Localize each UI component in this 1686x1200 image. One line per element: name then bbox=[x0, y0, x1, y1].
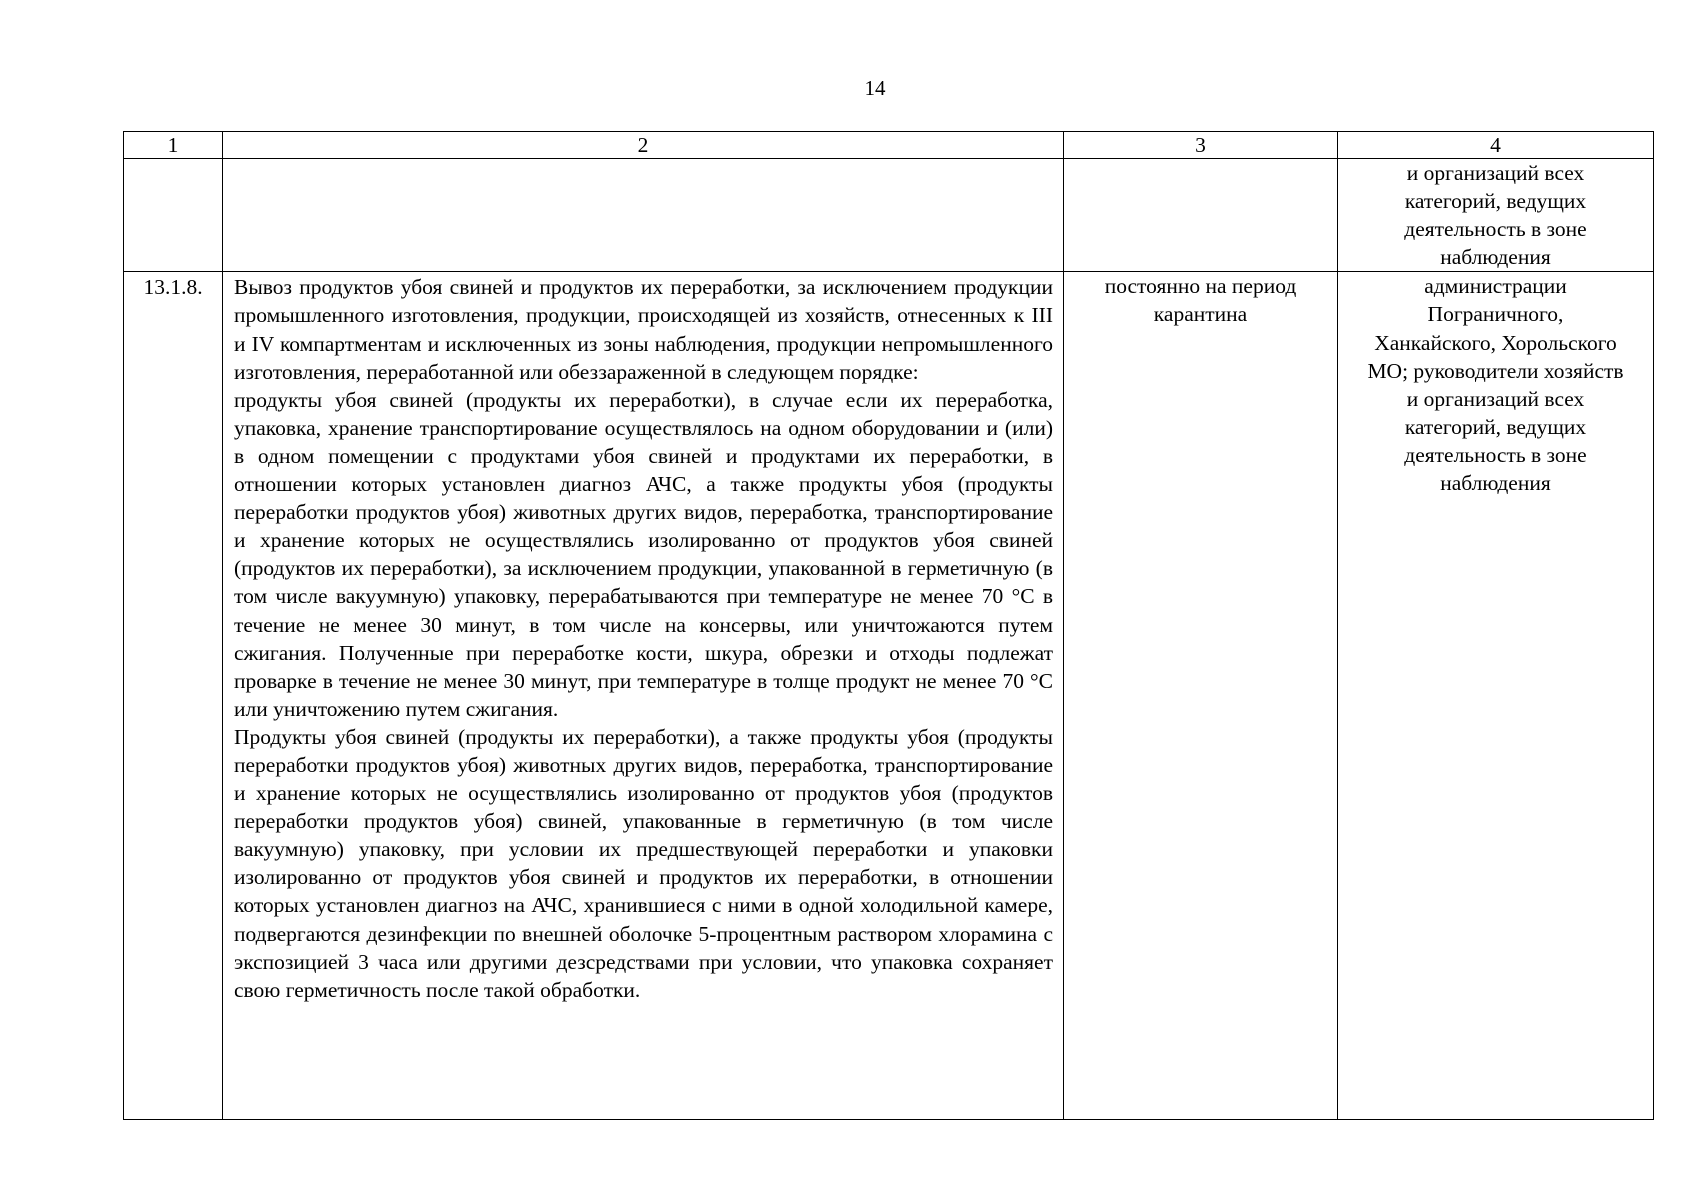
table-row-continued bbox=[124, 159, 1654, 272]
column-header-3: 3 bbox=[1064, 132, 1338, 159]
column-header-1: 1 bbox=[124, 132, 223, 159]
responsible-line: деятельность в зоне bbox=[1404, 442, 1587, 467]
responsible-line: и организаций всех bbox=[1406, 386, 1585, 411]
measures-table bbox=[123, 131, 1654, 1120]
responsible-line: наблюдения bbox=[1440, 471, 1551, 496]
responsible-line: администрации bbox=[1424, 274, 1567, 299]
item-number-cell bbox=[124, 159, 223, 272]
column-header-4: 4 bbox=[1338, 132, 1654, 159]
responsible-line: наблюдения bbox=[1440, 245, 1551, 270]
term-line: постоянно на период bbox=[1104, 274, 1297, 299]
responsible-line: Ханкайского, Хорольского bbox=[1374, 330, 1617, 355]
responsible-line: категорий, ведущих bbox=[1404, 414, 1587, 439]
responsible-cell bbox=[1338, 159, 1654, 272]
term-line: карантина bbox=[1153, 302, 1248, 327]
measure-cell bbox=[223, 159, 1064, 272]
column-header-2: 2 bbox=[223, 132, 1064, 159]
table-row-13-1-8 bbox=[124, 272, 1654, 1120]
measure-cell bbox=[223, 272, 1064, 1120]
measure-paragraph: Вывоз продуктов убоя свиней и продуктов их переработки, за исключением продукции промышленного изготовления, продукции, происходящей из хозяйств, отнесенных к III и IV компартментам и исключенных из зоны наблюдения, продукции непромышленного изготовления, переработанной или обеззараженной в следующем порядке: bbox=[234, 275, 1053, 384]
responsible-line: Пограничного, bbox=[1427, 302, 1564, 327]
responsible-line: категорий, ведущих bbox=[1404, 189, 1587, 214]
responsible-cell bbox=[1338, 272, 1654, 1120]
responsible-line: деятельность в зоне bbox=[1404, 217, 1587, 242]
responsible-line: МО; руководители хозяйств bbox=[1367, 358, 1624, 383]
item-number-cell: 13.1.8. bbox=[124, 272, 223, 1120]
measure-paragraph: Продукты убоя свиней (продукты их переработки), а также продукты убоя (продукты переработки продуктов убоя) животных других видов, переработка, транспортирование и хранение которых не осуществлялись изолированно от продуктов убоя (продуктов переработки продуктов убоя) свиней, упакованные в герметичную (в том числе вакуумную) упаковку, при условии их предшествующей переработки и упаковки изолированно от продуктов убоя свиней и продуктов их переработки, в отношении которых установлен диагноз на АЧС, хранившиеся с ними в одной холодильной камере, подвергаются дезинфекции по внешней оболочке 5-процентным раствором хлорамина с экспозицией 3 часа или другими дезсредствами при условии, что упаковка сохраняет свою герметичность после такой обработки. bbox=[234, 724, 1053, 1002]
term-cell bbox=[1064, 159, 1338, 272]
term-cell bbox=[1064, 272, 1338, 1120]
responsible-line: и организаций всех bbox=[1406, 161, 1585, 185]
page-number: 14 bbox=[864, 76, 886, 100]
table-header-row bbox=[124, 132, 1654, 159]
measure-paragraph: продукты убоя свиней (продукты их переработки), в случае если их переработка, упаковка, хранение транспортирование осуществлялось на одном оборудовании и (или) в одном помещении с продуктами убоя свиней и продуктами их переработки, в отношении которых установлен диагноз АЧС, а также продукты убоя (продукты переработки продуктов убоя) животных других видов, переработка, транспортирование и хранение которых не осуществлялись изолированно от продуктов убоя свиней (продуктов их переработки), за исключением продукции, упакованной в герметичную (в том числе вакуумную) упаковку, перерабатываются при температуре не менее 70 °С в течение не менее 30 минут, в том числе на консервы, или уничтожаются путем сжигания. Полученные при переработке кости, шкура, обрезки и отходы подлежат проварке в течение не менее 30 минут, при температуре в толще продукт не менее 70 °С или уничтожению путем сжигания. bbox=[234, 387, 1053, 721]
